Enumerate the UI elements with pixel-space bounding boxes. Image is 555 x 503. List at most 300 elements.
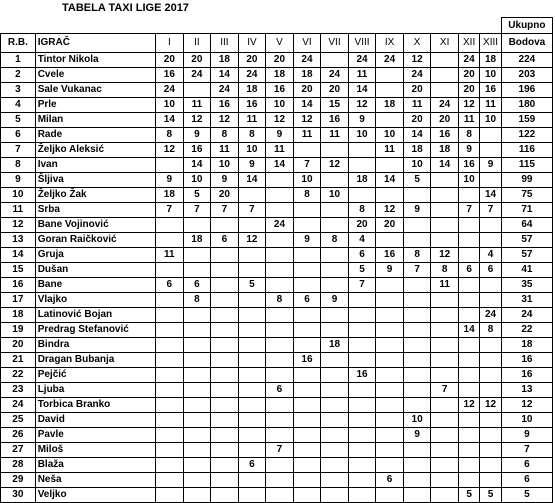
round-score-3: 16 xyxy=(211,98,239,113)
player-name: Ivan xyxy=(35,158,155,173)
player-name: Bindra xyxy=(35,338,155,353)
round-score-6 xyxy=(293,398,321,413)
round-score-2: 12 xyxy=(183,113,211,128)
round-score-2 xyxy=(183,413,211,428)
round-score-4 xyxy=(238,308,266,323)
round-score-4 xyxy=(238,338,266,353)
round-score-6 xyxy=(293,383,321,398)
round-score-6: 24 xyxy=(293,53,321,68)
table-row xyxy=(1,293,553,308)
round-score-2 xyxy=(183,308,211,323)
round-score-10: 8 xyxy=(403,248,431,263)
round-header-12: XII xyxy=(458,34,479,53)
round-score-13 xyxy=(480,278,501,293)
round-score-4 xyxy=(238,263,266,278)
round-score-3: 10 xyxy=(211,158,239,173)
round-score-11 xyxy=(431,188,459,203)
round-score-9 xyxy=(376,338,404,353)
round-score-8 xyxy=(348,413,376,428)
round-score-2 xyxy=(183,83,211,98)
round-score-12 xyxy=(458,188,479,203)
round-score-9 xyxy=(376,83,404,98)
round-score-8 xyxy=(348,293,376,308)
round-score-3 xyxy=(211,383,239,398)
total-points: 64 xyxy=(501,218,552,233)
total-header-top: Ukupno xyxy=(501,18,552,34)
round-score-11: 16 xyxy=(431,128,459,143)
table-row xyxy=(1,383,553,398)
round-score-8: 24 xyxy=(348,53,376,68)
round-score-13: 18 xyxy=(480,53,501,68)
round-score-4: 7 xyxy=(238,203,266,218)
player-name: Dragan Bubanja xyxy=(35,353,155,368)
row-number: 4 xyxy=(1,98,36,113)
total-points: 35 xyxy=(501,278,552,293)
round-score-10: 9 xyxy=(403,203,431,218)
round-score-2: 8 xyxy=(183,293,211,308)
round-score-9: 24 xyxy=(376,53,404,68)
round-score-12 xyxy=(458,233,479,248)
round-score-12 xyxy=(458,308,479,323)
round-score-2: 9 xyxy=(183,128,211,143)
player-name: Željko Žak xyxy=(35,188,155,203)
round-score-3: 7 xyxy=(211,203,239,218)
total-points: 99 xyxy=(501,173,552,188)
round-score-6 xyxy=(293,308,321,323)
round-score-13 xyxy=(480,368,501,383)
round-score-3 xyxy=(211,473,239,488)
round-score-10: 11 xyxy=(403,98,431,113)
round-score-3 xyxy=(211,263,239,278)
row-number: 16 xyxy=(1,278,36,293)
total-points: 12 xyxy=(501,398,552,413)
round-score-6: 18 xyxy=(293,68,321,83)
total-points: 13 xyxy=(501,383,552,398)
round-score-11 xyxy=(431,473,459,488)
round-score-12 xyxy=(458,338,479,353)
table-row xyxy=(1,128,553,143)
round-score-9 xyxy=(376,368,404,383)
player-name: Tintor Nikola xyxy=(35,53,155,68)
round-score-1 xyxy=(156,383,184,398)
round-score-5: 14 xyxy=(266,158,294,173)
round-score-13: 9 xyxy=(480,158,501,173)
table-row xyxy=(1,98,553,113)
round-score-12 xyxy=(458,473,479,488)
player-name: Milan xyxy=(35,113,155,128)
sheet-title-row xyxy=(0,0,555,17)
round-score-11: 20 xyxy=(431,113,459,128)
row-number: 15 xyxy=(1,263,36,278)
round-score-6 xyxy=(293,218,321,233)
round-score-10: 7 xyxy=(403,263,431,278)
round-score-8 xyxy=(348,443,376,458)
round-score-4: 5 xyxy=(238,278,266,293)
round-score-10: 9 xyxy=(403,428,431,443)
row-number: 29 xyxy=(1,473,36,488)
round-score-6 xyxy=(293,203,321,218)
round-score-7 xyxy=(321,143,349,158)
round-score-10: 24 xyxy=(403,68,431,83)
round-score-12 xyxy=(458,368,479,383)
round-score-9 xyxy=(376,353,404,368)
table-row xyxy=(1,113,553,128)
round-score-9 xyxy=(376,233,404,248)
round-score-3 xyxy=(211,323,239,338)
round-score-3 xyxy=(211,413,239,428)
round-score-13 xyxy=(480,473,501,488)
row-number: 9 xyxy=(1,173,36,188)
round-score-2 xyxy=(183,488,211,503)
round-score-6: 20 xyxy=(293,83,321,98)
round-header-7: VII xyxy=(321,34,349,53)
round-score-2 xyxy=(183,218,211,233)
table-row xyxy=(1,278,553,293)
player-header: IGRAČ xyxy=(35,34,155,53)
round-score-1: 11 xyxy=(156,248,184,263)
round-score-4: 20 xyxy=(238,53,266,68)
round-score-10: 20 xyxy=(403,83,431,98)
round-score-9: 10 xyxy=(376,128,404,143)
round-score-10 xyxy=(403,458,431,473)
round-score-12: 11 xyxy=(458,113,479,128)
round-score-7: 18 xyxy=(321,338,349,353)
round-score-10: 20 xyxy=(403,113,431,128)
total-points: 57 xyxy=(501,248,552,263)
round-score-11 xyxy=(431,203,459,218)
round-score-8: 6 xyxy=(348,248,376,263)
round-score-2: 24 xyxy=(183,68,211,83)
row-number: 19 xyxy=(1,323,36,338)
round-score-11 xyxy=(431,488,459,503)
round-score-4 xyxy=(238,368,266,383)
table-row xyxy=(1,143,553,158)
round-score-12: 9 xyxy=(458,143,479,158)
round-score-7 xyxy=(321,428,349,443)
round-score-5 xyxy=(266,338,294,353)
round-score-6 xyxy=(293,428,321,443)
round-score-10: 10 xyxy=(403,413,431,428)
round-score-5 xyxy=(266,398,294,413)
round-score-7 xyxy=(321,413,349,428)
round-score-5 xyxy=(266,458,294,473)
row-number: 12 xyxy=(1,218,36,233)
round-score-10: 14 xyxy=(403,128,431,143)
round-score-5 xyxy=(266,263,294,278)
round-header-5: V xyxy=(266,34,294,53)
round-score-4 xyxy=(238,398,266,413)
round-score-2 xyxy=(183,353,211,368)
round-score-9 xyxy=(376,158,404,173)
round-score-2: 6 xyxy=(183,278,211,293)
round-score-10 xyxy=(403,368,431,383)
table-row xyxy=(1,398,553,413)
round-score-7 xyxy=(321,248,349,263)
round-score-8 xyxy=(348,188,376,203)
row-number: 17 xyxy=(1,293,36,308)
row-number: 20 xyxy=(1,338,36,353)
round-score-9 xyxy=(376,113,404,128)
table-row xyxy=(1,338,553,353)
row-number: 6 xyxy=(1,128,36,143)
rb-header: R.B. xyxy=(1,34,36,53)
total-points: 116 xyxy=(501,143,552,158)
round-score-2: 20 xyxy=(183,53,211,68)
round-score-3: 24 xyxy=(211,83,239,98)
round-score-8: 7 xyxy=(348,278,376,293)
round-score-1: 24 xyxy=(156,83,184,98)
round-score-8: 10 xyxy=(348,128,376,143)
row-number: 26 xyxy=(1,428,36,443)
round-score-3: 14 xyxy=(211,68,239,83)
round-score-13 xyxy=(480,413,501,428)
round-score-5 xyxy=(266,188,294,203)
round-score-5 xyxy=(266,353,294,368)
round-score-13 xyxy=(480,383,501,398)
round-score-3 xyxy=(211,218,239,233)
player-name: Šljiva xyxy=(35,173,155,188)
round-score-3: 6 xyxy=(211,233,239,248)
round-score-1: 10 xyxy=(156,98,184,113)
round-score-4 xyxy=(238,383,266,398)
round-score-7 xyxy=(321,443,349,458)
round-score-3 xyxy=(211,428,239,443)
round-score-12: 12 xyxy=(458,98,479,113)
round-score-6 xyxy=(293,368,321,383)
round-score-6 xyxy=(293,473,321,488)
round-score-12 xyxy=(458,353,479,368)
round-score-4 xyxy=(238,428,266,443)
round-score-12 xyxy=(458,278,479,293)
round-score-12 xyxy=(458,293,479,308)
round-score-2 xyxy=(183,398,211,413)
row-number: 18 xyxy=(1,308,36,323)
round-score-7 xyxy=(321,473,349,488)
round-score-5: 18 xyxy=(266,68,294,83)
row-number: 14 xyxy=(1,248,36,263)
round-score-5 xyxy=(266,428,294,443)
round-score-7: 24 xyxy=(321,68,349,83)
table-row xyxy=(1,68,553,83)
round-score-9: 16 xyxy=(376,248,404,263)
table-row xyxy=(1,83,553,98)
round-score-4 xyxy=(238,218,266,233)
round-score-4: 6 xyxy=(238,458,266,473)
round-score-10 xyxy=(403,278,431,293)
round-score-3 xyxy=(211,488,239,503)
round-score-7: 12 xyxy=(321,158,349,173)
round-score-12 xyxy=(458,458,479,473)
player-name: Pejčić xyxy=(35,368,155,383)
round-score-6 xyxy=(293,323,321,338)
round-score-8 xyxy=(348,143,376,158)
round-score-13 xyxy=(480,428,501,443)
total-points: 6 xyxy=(501,458,552,473)
round-score-12: 20 xyxy=(458,68,479,83)
row-number: 27 xyxy=(1,443,36,458)
row-number: 10 xyxy=(1,188,36,203)
round-score-7 xyxy=(321,278,349,293)
round-score-10 xyxy=(403,188,431,203)
round-score-1 xyxy=(156,473,184,488)
round-score-5: 16 xyxy=(266,83,294,98)
round-score-2 xyxy=(183,248,211,263)
round-header-11: XI xyxy=(431,34,459,53)
round-score-13 xyxy=(480,143,501,158)
round-header-10: X xyxy=(403,34,431,53)
round-score-8 xyxy=(348,353,376,368)
round-score-5: 11 xyxy=(266,143,294,158)
round-score-12: 10 xyxy=(458,173,479,188)
round-score-8 xyxy=(348,488,376,503)
round-score-9 xyxy=(376,308,404,323)
round-score-3: 8 xyxy=(211,128,239,143)
table-row xyxy=(1,353,553,368)
round-score-4: 11 xyxy=(238,113,266,128)
round-score-2 xyxy=(183,443,211,458)
table-row xyxy=(1,428,553,443)
round-score-11 xyxy=(431,428,459,443)
round-score-10 xyxy=(403,308,431,323)
total-header: Bodova xyxy=(501,34,552,53)
round-score-8: 18 xyxy=(348,173,376,188)
round-score-12: 16 xyxy=(458,158,479,173)
player-name: Cvele xyxy=(35,68,155,83)
round-score-7: 10 xyxy=(321,188,349,203)
player-name: Prle xyxy=(35,98,155,113)
round-score-7 xyxy=(321,173,349,188)
round-score-1 xyxy=(156,368,184,383)
round-score-11 xyxy=(431,323,459,338)
round-score-11 xyxy=(431,338,459,353)
round-score-11 xyxy=(431,83,459,98)
player-name: Pavle xyxy=(35,428,155,443)
round-score-8: 5 xyxy=(348,263,376,278)
round-score-11: 14 xyxy=(431,158,459,173)
round-score-13: 14 xyxy=(480,188,501,203)
player-name: Bane xyxy=(35,278,155,293)
round-score-4 xyxy=(238,323,266,338)
round-score-10 xyxy=(403,323,431,338)
round-score-3 xyxy=(211,443,239,458)
round-score-13 xyxy=(480,218,501,233)
league-table xyxy=(0,17,553,503)
round-score-4 xyxy=(238,473,266,488)
round-score-3 xyxy=(211,338,239,353)
round-score-3: 12 xyxy=(211,113,239,128)
round-score-8 xyxy=(348,338,376,353)
round-score-6: 14 xyxy=(293,98,321,113)
round-score-6: 8 xyxy=(293,188,321,203)
round-score-9 xyxy=(376,398,404,413)
round-score-13 xyxy=(480,173,501,188)
table-row xyxy=(1,323,553,338)
round-score-6 xyxy=(293,338,321,353)
table-row xyxy=(1,413,553,428)
round-score-6: 16 xyxy=(293,353,321,368)
round-score-7 xyxy=(321,203,349,218)
round-score-7 xyxy=(321,308,349,323)
round-score-6: 12 xyxy=(293,113,321,128)
round-score-6: 10 xyxy=(293,173,321,188)
round-score-4 xyxy=(238,188,266,203)
total-points: 180 xyxy=(501,98,552,113)
round-score-10 xyxy=(403,488,431,503)
round-score-1 xyxy=(156,263,184,278)
round-score-2: 16 xyxy=(183,143,211,158)
round-score-1: 9 xyxy=(156,173,184,188)
round-score-3 xyxy=(211,368,239,383)
round-score-2: 18 xyxy=(183,233,211,248)
round-score-5 xyxy=(266,173,294,188)
round-score-10 xyxy=(403,233,431,248)
round-score-5 xyxy=(266,473,294,488)
round-score-13 xyxy=(480,458,501,473)
player-name: Goran Raičković xyxy=(35,233,155,248)
round-score-6 xyxy=(293,488,321,503)
total-points: 122 xyxy=(501,128,552,143)
round-score-10 xyxy=(403,353,431,368)
round-score-3 xyxy=(211,248,239,263)
round-score-4 xyxy=(238,248,266,263)
round-score-6 xyxy=(293,143,321,158)
round-score-9: 12 xyxy=(376,203,404,218)
round-score-13: 8 xyxy=(480,323,501,338)
row-number: 5 xyxy=(1,113,36,128)
total-points: 203 xyxy=(501,68,552,83)
round-score-2 xyxy=(183,368,211,383)
round-score-9: 11 xyxy=(376,143,404,158)
round-score-10 xyxy=(403,383,431,398)
round-score-8: 12 xyxy=(348,98,376,113)
round-score-10: 10 xyxy=(403,158,431,173)
total-points: 71 xyxy=(501,203,552,218)
round-score-11 xyxy=(431,413,459,428)
round-score-6: 11 xyxy=(293,128,321,143)
round-score-12 xyxy=(458,218,479,233)
round-score-9 xyxy=(376,188,404,203)
table-title: TABELA TAXI LIGE 2017 xyxy=(62,2,189,14)
round-score-13 xyxy=(480,443,501,458)
round-score-12 xyxy=(458,428,479,443)
round-score-3 xyxy=(211,398,239,413)
player-name: Torbica Branko xyxy=(35,398,155,413)
round-score-1 xyxy=(156,233,184,248)
round-score-3 xyxy=(211,293,239,308)
round-score-8: 4 xyxy=(348,233,376,248)
header-row-top xyxy=(1,18,553,34)
round-score-1 xyxy=(156,413,184,428)
player-name: Latinović Bojan xyxy=(35,308,155,323)
total-points: 9 xyxy=(501,428,552,443)
round-score-12 xyxy=(458,413,479,428)
player-name: Srba xyxy=(35,203,155,218)
round-score-5 xyxy=(266,308,294,323)
player-name: Neša xyxy=(35,473,155,488)
round-score-13: 5 xyxy=(480,488,501,503)
round-score-8 xyxy=(348,158,376,173)
round-score-4: 24 xyxy=(238,68,266,83)
total-points: 22 xyxy=(501,323,552,338)
round-score-1: 16 xyxy=(156,68,184,83)
row-number: 28 xyxy=(1,458,36,473)
round-score-3: 20 xyxy=(211,188,239,203)
round-score-13: 10 xyxy=(480,113,501,128)
round-score-12: 8 xyxy=(458,128,479,143)
round-score-11 xyxy=(431,398,459,413)
round-score-12 xyxy=(458,248,479,263)
round-score-6 xyxy=(293,263,321,278)
